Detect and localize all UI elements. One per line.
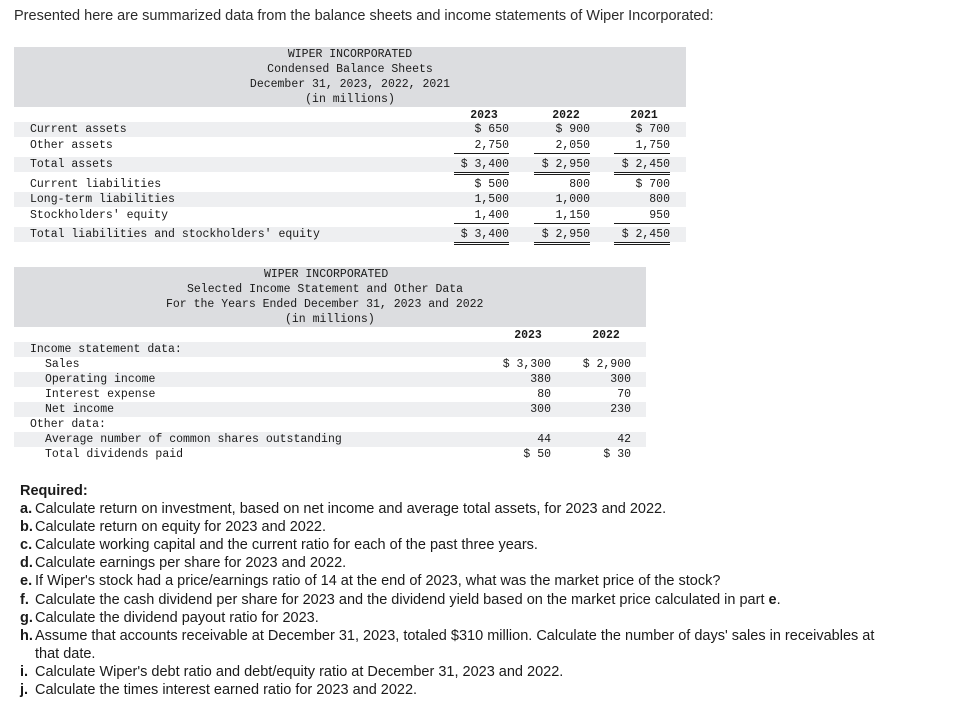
value-2021: $ 2,450 [614, 227, 670, 245]
intro-text: Presented here are summarized data from the balance sheets and income statements of Wiper Incorporated: [14, 8, 714, 24]
value-2022: 1,000 [555, 193, 590, 206]
is-row-average-shares [14, 432, 646, 447]
question-text: Calculate return on investment, based on net income and average total assets, for 2023 and 2022. [35, 501, 667, 518]
question-letter: h. [20, 627, 33, 644]
question-i [20, 663, 874, 681]
question-c [20, 536, 874, 554]
is-row-total-dividends [14, 447, 646, 462]
row-label: Long-term liabilities [30, 193, 175, 206]
question-j [20, 681, 874, 699]
value-2023: $ 500 [474, 178, 509, 191]
row-label: Total assets [30, 158, 113, 171]
value-2021: $ 700 [635, 123, 670, 136]
value-2022: $ 30 [603, 448, 631, 461]
bs-row-current-assets [14, 122, 686, 137]
row-label: Average number of common shares outstanding [45, 433, 342, 446]
question-f [20, 591, 874, 609]
question-text: Calculate the cash dividend per share for 2023 and the dividend yield based on the market price calculated in part [35, 591, 765, 608]
value-2022: $ 900 [555, 123, 590, 136]
question-b [20, 518, 874, 536]
value-2022: 2,050 [534, 138, 590, 154]
value-2021: 1,750 [614, 138, 670, 154]
value-2022: 300 [610, 373, 631, 386]
row-label: Other assets [30, 139, 113, 152]
question-g [20, 609, 874, 627]
row-label: Total liabilities and stockholders' equity [30, 228, 320, 241]
question-text: Calculate the times interest earned ratio for 2023 and 2022. [35, 682, 418, 699]
row-label: Total dividends paid [45, 448, 184, 461]
is-title-period: For the Years Ended December 31, 2023 and 2022 [166, 298, 484, 311]
question-text: If Wiper's stock had a price/earnings ratio of 14 at the end of 2023, what was the market price of the stock? [35, 573, 721, 590]
question-letter: e. [20, 573, 33, 590]
value-2022: 800 [569, 178, 590, 191]
bs-row-total-liabilities-equity [14, 227, 686, 242]
value-2023: 300 [530, 403, 551, 416]
row-label: Other data: [30, 418, 106, 431]
is-row-other-data [14, 417, 646, 432]
question-text: Calculate return on equity for 2023 and 2022. [35, 519, 327, 536]
question-letter: d. [20, 555, 33, 572]
question-tail: . [776, 591, 781, 608]
bs-row-current-liabilities [14, 177, 686, 192]
value-2021: 950 [614, 208, 670, 224]
bs-row-stockholders-equity [14, 208, 686, 223]
required-heading: Required: [20, 483, 88, 499]
bs-row-long-term-liabilities [14, 192, 686, 207]
value-2023: $ 3,400 [454, 227, 509, 245]
value-2023: $ 650 [474, 123, 509, 136]
bs-year-2023: 2023 [470, 109, 498, 122]
bs-year-2021: 2021 [630, 109, 658, 122]
question-text: Calculate working capital and the current ratio for each of the past three years. [35, 537, 538, 554]
is-year-2023: 2023 [514, 329, 542, 342]
is-row-interest-expense [14, 387, 646, 402]
is-title-units: (in millions) [285, 313, 375, 326]
is-title-company: WIPER INCORPORATED [264, 268, 389, 281]
value-2023: 2,750 [454, 138, 509, 154]
is-row-income-statement-data [14, 342, 646, 357]
bs-row-total-assets [14, 157, 686, 172]
bs-title-company: WIPER INCORPORATED [287, 48, 413, 61]
question-letter: i. [20, 663, 29, 680]
is-year-2022: 2022 [592, 329, 620, 342]
row-label: Current assets [30, 123, 127, 136]
bs-row-other-assets [14, 138, 686, 153]
question-letter: j. [20, 682, 29, 699]
row-label: Current liabilities [30, 178, 162, 191]
value-2022: 70 [617, 388, 631, 401]
question-d [20, 554, 874, 572]
row-label: Net income [45, 403, 115, 416]
question-text: Calculate earnings per share for 2023 and 2022. [35, 555, 347, 572]
row-label: Stockholders' equity [30, 209, 169, 222]
value-2023: 1,400 [454, 208, 509, 224]
value-2022: $ 2,950 [534, 157, 590, 175]
value-2022: 1,150 [534, 208, 590, 224]
is-row-net-income [14, 402, 646, 417]
question-text: Assume that accounts receivable at December 31, 2023, totaled $310 million. Calculate the number of days' sales in receivables at [35, 627, 875, 644]
question-h [20, 627, 874, 663]
row-label: Operating income [45, 373, 156, 386]
question-letter: c. [20, 537, 33, 554]
is-row-sales [14, 357, 646, 372]
is-title-statement: Selected Income Statement and Other Data [187, 283, 464, 296]
value-2021: 800 [649, 193, 670, 206]
value-2021: $ 700 [635, 178, 670, 191]
question-letter: a. [20, 501, 33, 518]
question-part-ref: e [768, 591, 777, 608]
value-2023: 380 [530, 373, 551, 386]
value-2021: $ 2,450 [614, 157, 670, 175]
row-label: Interest expense [45, 388, 156, 401]
question-text: Calculate the dividend payout ratio for 2023. [35, 609, 319, 626]
value-2022: 230 [610, 403, 631, 416]
question-letter: g. [20, 609, 33, 626]
bs-year-2022: 2022 [552, 109, 580, 122]
value-2023: 80 [537, 388, 551, 401]
value-2022: $ 2,950 [534, 227, 590, 245]
question-letter: f. [20, 591, 29, 608]
value-2023: $ 3,400 [454, 157, 509, 175]
value-2023: $ 50 [523, 448, 551, 461]
bs-title-statement: Condensed Balance Sheets [267, 63, 433, 76]
row-label: Sales [45, 358, 80, 371]
is-row-operating-income [14, 372, 646, 387]
question-continuation: that date. [35, 645, 96, 662]
question-letter: b. [20, 519, 33, 536]
row-label: Income statement data: [30, 343, 182, 356]
value-2022: $ 2,900 [582, 358, 631, 371]
value-2023: 44 [537, 433, 551, 446]
value-2023: $ 3,300 [502, 358, 551, 371]
value-2022: 42 [617, 433, 631, 446]
bs-title-dates: December 31, 2023, 2022, 2021 [249, 78, 451, 91]
question-e [20, 572, 874, 590]
question-a [20, 500, 874, 518]
question-text: Calculate Wiper's debt ratio and debt/equity ratio at December 31, 2023 and 2022. [35, 663, 564, 680]
required-section [20, 482, 874, 699]
value-2023: 1,500 [474, 193, 509, 206]
bs-title-units: (in millions) [305, 93, 395, 106]
